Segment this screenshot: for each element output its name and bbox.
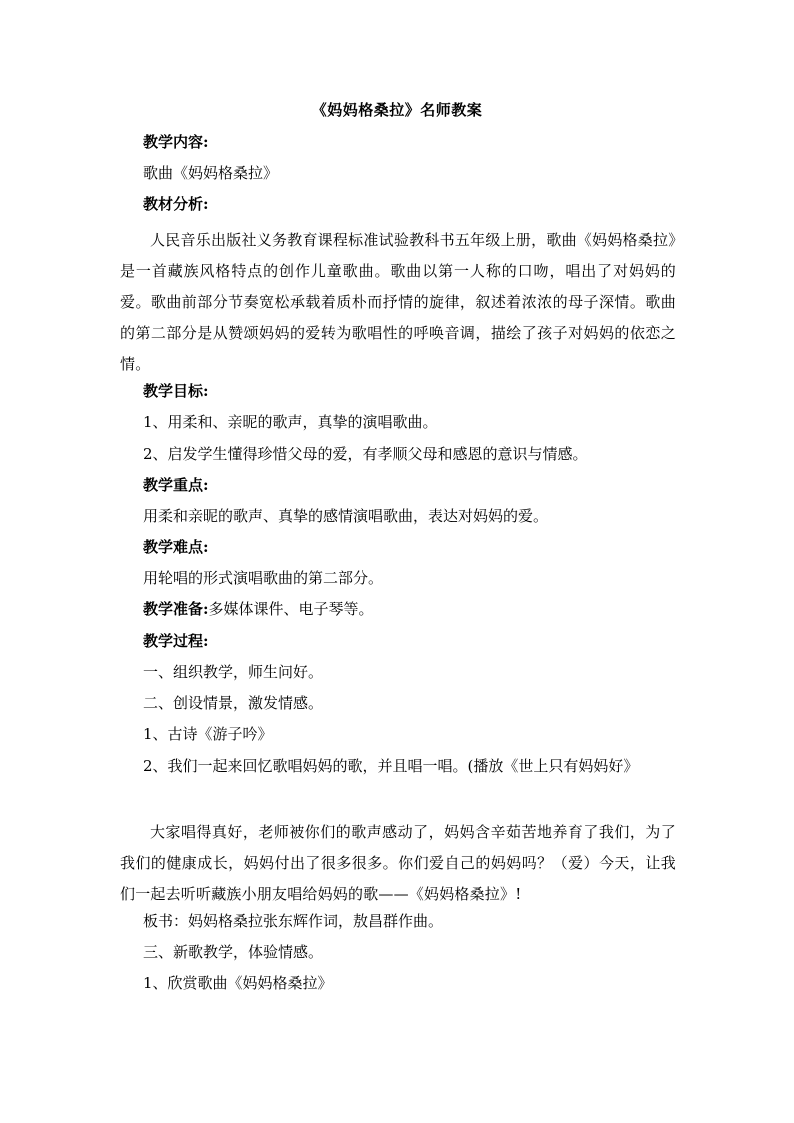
content-text: 歌曲《妈妈格桑拉》 [143,164,279,182]
content-heading: 教学内容: [143,133,209,151]
analysis-heading: 教材分析: [143,195,209,213]
board-text: 板书：妈妈格桑拉张东辉作词，敖昌群作曲。 [143,912,444,930]
process-step-2-2: 2、我们一起来回忆歌唱妈妈的歌，并且唱一唱。(播放《世上只有妈妈好》 [143,757,639,775]
goal-item-1: 1、用柔和、亲昵的歌声，真挚的演唱歌曲。 [143,413,438,431]
process-heading: 教学过程: [143,632,209,650]
process-step-3-1: 1、欣赏歌曲《妈妈格桑拉》 [143,974,333,992]
process-step-2-1: 1、古诗《游子吟》 [143,725,273,743]
focus-heading: 教学重点: [143,476,209,494]
process-step-2: 二、创设情景，激发情感。 [143,694,324,712]
focus-text: 用柔和亲昵的歌声、真挚的感情演唱歌曲，表达对妈妈的爱。 [143,507,549,525]
document-title: 《妈妈格桑拉》名师教案 [311,101,483,119]
analysis-paragraph: 人民音乐出版社义务教育课程标准试验教科书五年级上册，歌曲《妈妈格桑拉》是一首藏族风格特点的创作儿童歌曲。歌曲以第一人称的口吻，唱出了对妈妈的爱。歌曲前部分节奏宽松承载着质朴而抒情的旋律，叙述着浓浓的母子深情。歌曲的第二部分是从赞颂妈妈的爱转为歌唱性的呼唤音调，描绘了孩子对妈妈的依恋之情。 [120,231,676,373]
prep-heading: 教学准备: [143,600,209,618]
prep-line [143,599,374,619]
intro-paragraph: 大家唱得真好，老师被你们的歌声感动了，妈妈含辛茹苦地养育了我们，为了我们的健康成长，妈妈付出了很多很多。你们爱自己的妈妈吗？（爱）今天，让我们一起去听听藏族小朋友唱给妈妈的歌——《妈妈格桑拉》! [120,823,676,903]
process-step-3: 三、新歌教学，体验情感。 [143,943,324,961]
difficulty-text: 用轮唱的形式演唱歌曲的第二部分。 [143,569,384,587]
prep-text: 多媒体课件、电子琴等。 [208,600,374,618]
goal-item-2: 2、启发学生懂得珍惜父母的爱，有孝顺父母和感恩的意识与情感。 [143,445,588,463]
difficulty-heading: 教学难点: [143,538,209,556]
process-step-1: 一、组织教学，师生问好。 [143,663,324,681]
goals-heading: 教学目标: [143,382,209,400]
